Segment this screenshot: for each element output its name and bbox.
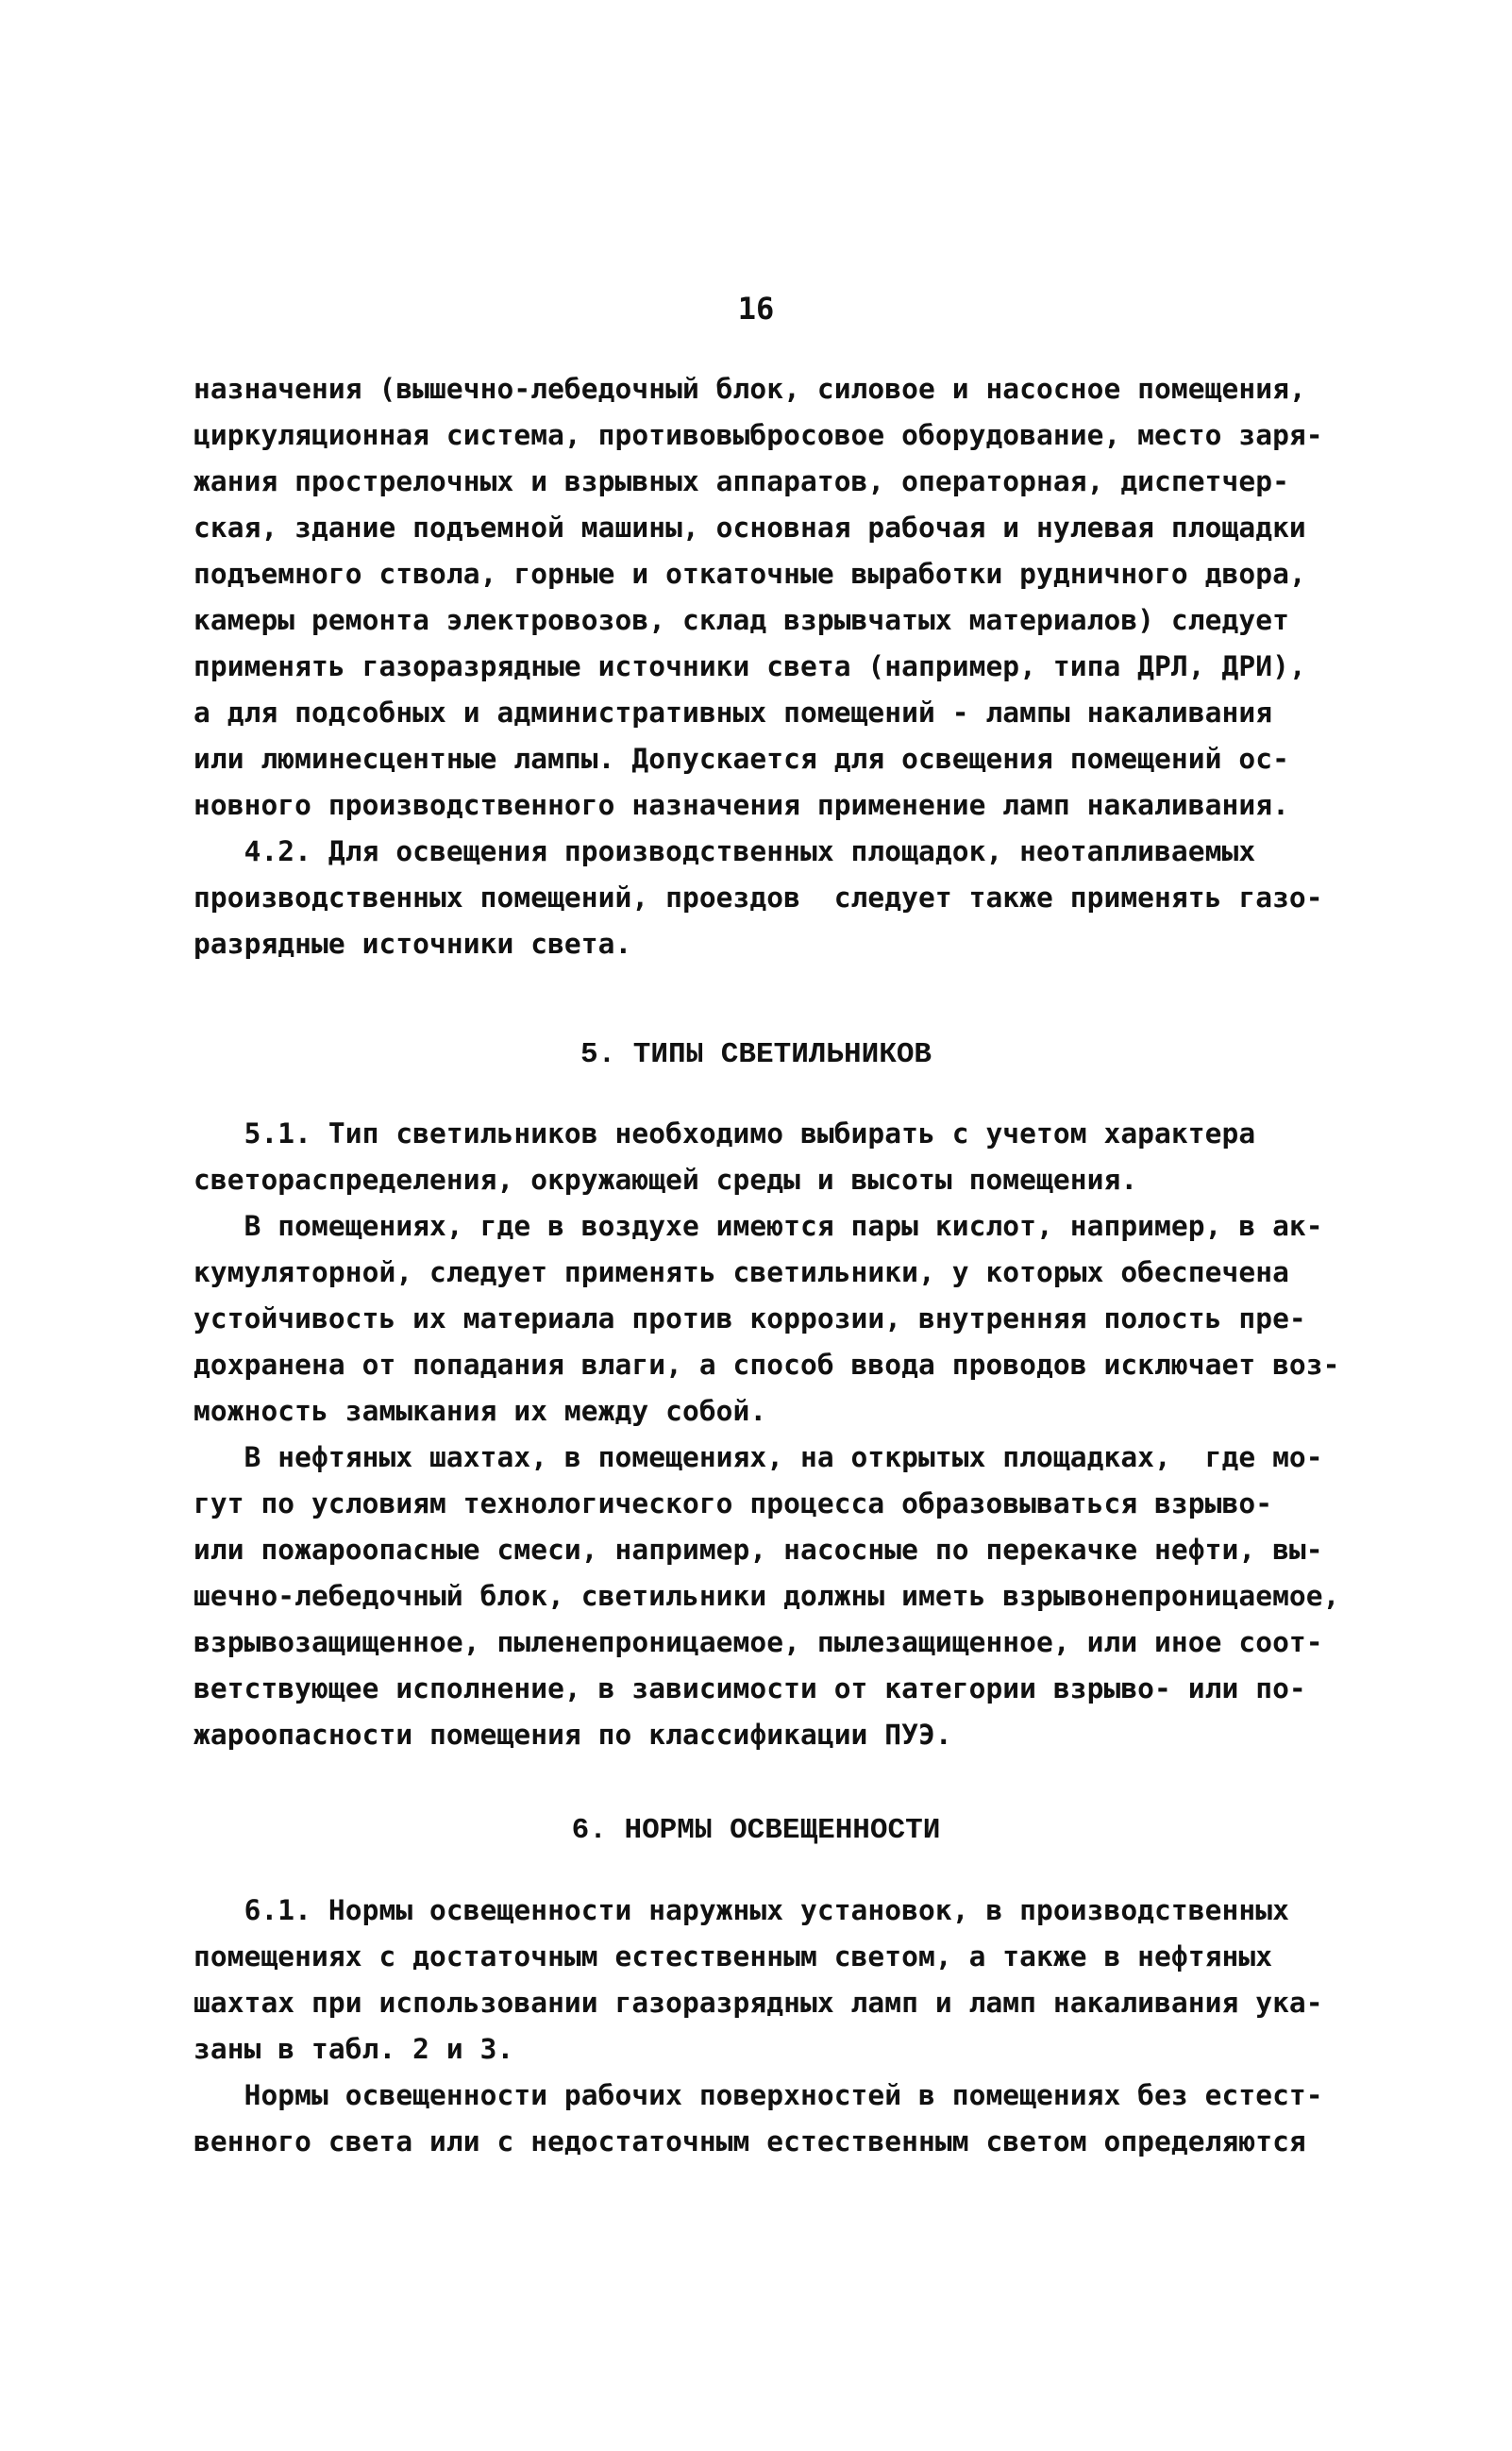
section-5-text [193,1111,1458,1758]
text-line: или люминесцентные лампы. Допускается для освещения помещений ос- [193,743,1289,775]
text-line: подъемного ствола, горные и откаточные выработки рудничного двора, [193,558,1306,590]
text-line: или пожароопасные смеси, например, насосные по перекачке нефти, вы- [193,1534,1323,1566]
text-line: Нормы освещенности рабочих поверхностей в помещениях без естест- [193,2079,1323,2111]
text-line: назначения (вышечно-лебедочный блок, силовое и насосное помещения, [193,373,1306,405]
text-line: светораспределения, окружающей среды и высоты помещения. [193,1164,1138,1196]
text-line: венного света или с недостаточным естественным светом определяются [193,2125,1306,2157]
text-line: применять газоразрядные источники света (например, типа ДРЛ, ДРИ), [193,650,1306,682]
text-line: помещениях с достаточным естественным светом, а также в нефтяных [193,1940,1273,1973]
section-4-text [193,366,1458,967]
paragraph-4-2-start: 4.2. Для освещения производственных площадок, неотапливаемых [193,835,1256,867]
text-line: заны в табл. 2 и 3. [193,2033,514,2065]
text-line: жароопасности помещения по классификации ПУЭ. [193,1719,952,1751]
text-line: новного производственного назначения применение ламп накаливания. [193,789,1289,821]
text-line: шахтах при использовании газоразрядных ламп и ламп накаливания ука- [193,1987,1323,2019]
paragraph-6-1-start: 6.1. Нормы освещенности наружных установок, в производственных [193,1894,1289,1926]
text-line: кумуляторной, следует применять светильники, у которых обеспечена [193,1256,1289,1288]
text-line: разрядные источники света. [193,928,632,960]
text-line: устойчивость их материала против коррозии, внутренняя полость пре- [193,1302,1306,1335]
section-5-heading: 5. ТИПЫ СВЕТИЛЬНИКОВ [580,1038,932,1071]
section-6-text [193,1888,1458,2165]
section-6-heading: 6. НОРМЫ ОСВЕЩЕННОСТИ [571,1814,941,1847]
text-line: дохранена от попадания влаги, а способ ввода проводов исключает воз- [193,1349,1340,1381]
text-line: ветствующее исполнение, в зависимости от категории взрыво- или по- [193,1672,1306,1704]
text-line: В помещениях, где в воздухе имеются пары кислот, например, в ак- [193,1210,1323,1242]
text-line: В нефтяных шахтах, в помещениях, на открытых площадках, где мо- [193,1441,1323,1473]
text-line: жания прострелочных и взрывных аппаратов, операторная, диспетчер- [193,465,1289,497]
text-line: можность замыкания их между собой. [193,1395,767,1427]
page-number: 16 [737,291,775,327]
text-line: ская, здание подъемной машины, основная рабочая и нулевая площадки [193,512,1306,544]
text-line: а для подсобных и административных помещений - лампы накаливания [193,697,1273,729]
text-line: шечно-лебедочный блок, светильники должны иметь взрывонепроницаемое, [193,1580,1340,1612]
paragraph-5-1-start: 5.1. Тип светильников необходимо выбирать с учетом характера [193,1117,1256,1150]
text-line: взрывозащищенное, пыленепроницаемое, пылезащищенное, или иное соот- [193,1626,1323,1658]
text-line: гут по условиям технологического процесса образовываться взрыво- [193,1487,1273,1519]
text-line: производственных помещений, проездов следует также применять газо- [193,881,1323,914]
text-line: циркуляционная система, противовыбросовое оборудование, место заря- [193,419,1323,451]
text-line: камеры ремонта электровозов, склад взрывчатых материалов) следует [193,604,1289,636]
